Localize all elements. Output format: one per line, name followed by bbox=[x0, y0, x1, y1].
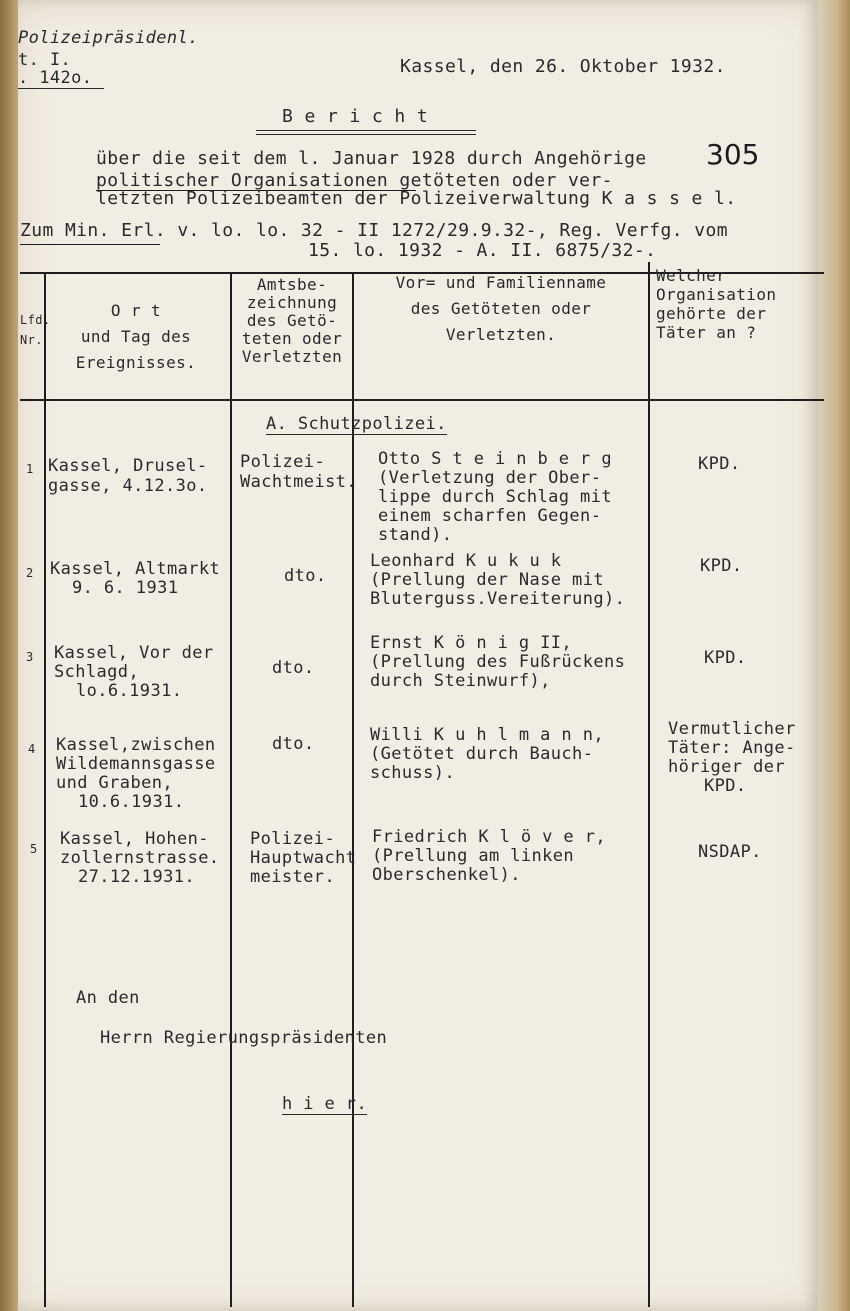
place-date: Kassel, den 26. Oktober 1932. bbox=[400, 56, 726, 77]
row-number: 3 bbox=[26, 650, 34, 664]
column-rule-1 bbox=[44, 272, 46, 1307]
row-organisation: KPD. bbox=[700, 556, 743, 576]
row-organisation: KPD. bbox=[698, 454, 741, 474]
row-organisation: KPD. bbox=[704, 648, 747, 668]
row-ort: Kassel, Altmarkt 9. 6. 1931 bbox=[50, 559, 221, 598]
subject-line-3: letzten Polizeibeamten der Polizeiverwaltung K a s s e l. bbox=[96, 188, 737, 209]
row-ort: Kassel, Drusel- gasse, 4.12.3o. bbox=[48, 456, 208, 496]
column-rule-4 bbox=[648, 262, 650, 1307]
row-organisation: NSDAP. bbox=[698, 842, 762, 862]
row-number: 2 bbox=[26, 566, 34, 580]
row-number: 1 bbox=[26, 462, 34, 476]
letterhead-authority: Polizeipräsidenl. bbox=[18, 28, 199, 48]
reference-line-1: Zum Min. Erl. v. lo. lo. 32 - II 1272/29.9.32-, Reg. Verfg. vom bbox=[20, 220, 728, 241]
subject-line-1: über die seit dem l. Januar 1928 durch Angehörige bbox=[96, 148, 647, 169]
header-name: Vor= und Familienname des Getöteten oder Verletzten. bbox=[395, 273, 607, 344]
section-heading: A. Schutzpolizei. bbox=[266, 414, 447, 434]
address-line-3: h i e r. bbox=[282, 1094, 368, 1114]
row-name: Friedrich K l ö v e r, (Prellung am linken Oberschenkel). bbox=[372, 827, 606, 885]
document-title: B e r i c h t bbox=[282, 106, 429, 127]
row-name: Willi K u h l m a n n, (Getötet durch Bauch- schuss). bbox=[370, 725, 604, 783]
table-header-rule bbox=[20, 399, 824, 401]
row-amt: dto. bbox=[272, 658, 315, 678]
address-line-2: Herrn Regierungspräsidenten bbox=[100, 1028, 388, 1048]
row-amt: Polizei- Wachtmeist. bbox=[240, 452, 357, 492]
row-name: Ernst K ö n i g II, (Prellung des Fußrückens durch Steinwurf), bbox=[370, 633, 626, 691]
subject-line-2: politischer Organisationen getöteten oder ver- bbox=[96, 170, 613, 191]
header-organisation: Welcher Organisation gehörte der Täter an ? bbox=[656, 266, 777, 342]
header-nr: Lfd. Nr. bbox=[20, 313, 51, 347]
reference-underline bbox=[20, 244, 160, 245]
row-name: Leonhard K u k u k (Prellung der Nase mit Bluterguss.Vereiterung). bbox=[370, 551, 626, 609]
letterhead-file-number: . 142o. bbox=[18, 68, 104, 89]
reference-line-2: 15. lo. 1932 - A. II. 6875/32-. bbox=[308, 240, 657, 261]
row-name: Otto S t e i n b e r g (Verletzung der Ober- lippe durch Schlag mit einem scharfen Gegen- stand). bbox=[378, 449, 612, 545]
row-ort: Kassel,zwischen Wildemannsgasse und Graben, 10.6.1931. bbox=[56, 735, 216, 812]
page-stack-edge bbox=[818, 0, 850, 1311]
row-number: 5 bbox=[30, 842, 38, 856]
address-line-1: An den bbox=[76, 988, 140, 1008]
letterhead-department: t. I. bbox=[18, 50, 72, 70]
row-ort: Kassel, Vor der Schlagd, lo.6.1931. bbox=[54, 643, 214, 701]
row-amt: Polizei- Hauptwacht meister. bbox=[250, 829, 357, 887]
header-amt: Amtsbe- zeichnung des Getö- teten oder Verletzten bbox=[241, 275, 343, 366]
row-amt: dto. bbox=[284, 566, 327, 586]
header-ort: O r t und Tag des Ereignisses. bbox=[75, 301, 197, 372]
row-number: 4 bbox=[28, 742, 36, 756]
column-rule-2 bbox=[230, 272, 232, 1307]
binding-edge bbox=[0, 0, 18, 1311]
row-amt: dto. bbox=[272, 734, 315, 754]
title-double-underline bbox=[256, 130, 476, 135]
page-number-stamp: 305 bbox=[706, 138, 760, 171]
row-organisation: Vermutlicher Täter: Ange- höriger der KPD. bbox=[668, 719, 796, 796]
row-ort: Kassel, Hohen- zollernstrasse. 27.12.1931. bbox=[60, 829, 220, 887]
